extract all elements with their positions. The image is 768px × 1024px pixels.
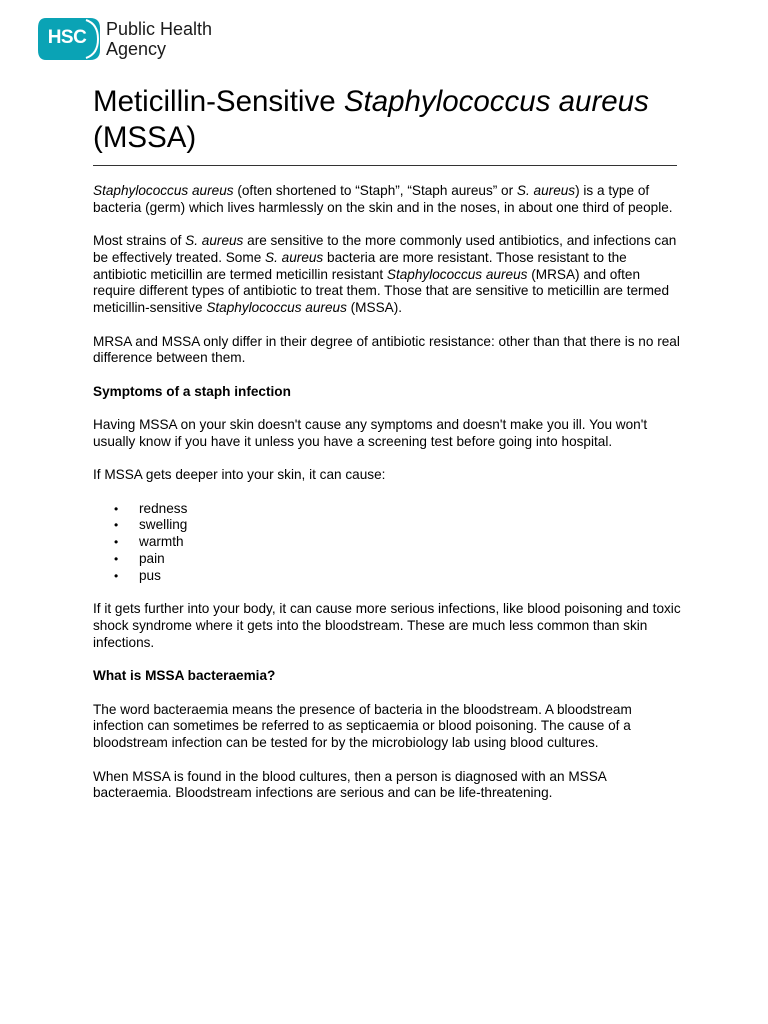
title-abbrev: (MSSA) — [93, 121, 197, 154]
italic-term: Staphylococcus aureus — [206, 300, 347, 316]
symptom-list — [93, 501, 683, 585]
text-run: are sensitive to the more commonly used antibiotics, and infections can be effectively treated. Some — [93, 233, 677, 265]
text-run: (MRSA) and often require different types of antibiotic to treat them. Those that are sensitive to meticillin are termed meticillin-sensitive — [93, 266, 670, 316]
bacteraemia-paragraph-1: The word bacteraemia means the presence of bacteria in the bloodstream. A bloodstream infection can sometimes be referred to as septicaemia or blood poisoning. The cause of a bloodstream infection can be tested for by the microbiology lab using blood cultures. — [93, 701, 632, 751]
symptoms-paragraph-3: If it gets further into your body, it can cause more serious infections, like blood poisoning and toxic shock syndrome where it gets into the bloodstream. These are much less common than skin infections. — [93, 601, 681, 650]
intro-paragraph-2 — [93, 233, 683, 317]
text-run: Most strains of — [93, 233, 186, 249]
list-item: • warmth — [93, 534, 683, 551]
title-underline — [93, 165, 677, 166]
intro-paragraph-3: MRSA and MSSA only differ in their degree of antibiotic resistance: other than that there is no real difference between them. — [93, 333, 680, 366]
list-item: • pain — [93, 551, 683, 568]
italic-term: Staphylococcus aureus — [386, 266, 528, 282]
org-name-line1: Public Health — [106, 19, 213, 39]
text-run: (MSSA). — [346, 300, 403, 316]
italic-term: S. aureus — [185, 233, 244, 249]
logo-abbreviation: HSC — [47, 27, 87, 48]
document-body — [93, 183, 683, 819]
list-item: • pus — [93, 568, 683, 585]
text-run: ) is a type of bacteria (germ) which lives harmlessly on the skin and in the noses, in about one third of people. — [93, 183, 673, 215]
title-text: Meticillin-Sensitive — [93, 85, 344, 118]
symptoms-heading: Symptoms of a staph infection — [93, 383, 291, 399]
text-run: (often shortened to “Staph”, “Staph aureus” or — [233, 183, 517, 198]
italic-term: S. aureus — [516, 183, 576, 198]
organisation-name — [106, 19, 212, 59]
page-header — [38, 16, 212, 62]
list-item: • swelling — [93, 517, 683, 534]
bacteraemia-paragraph-2: When MSSA is found in the blood cultures, then a person is diagnosed with an MSSA bacteraemia. Bloodstream infections are serious and can be life-threatening. — [93, 768, 607, 801]
italic-term: Staphylococcus aureus — [93, 183, 234, 198]
title-italic-name: Staphylococcus aureus — [343, 85, 649, 118]
symptoms-paragraph-2: If MSSA gets deeper into your skin, it can cause: — [93, 467, 386, 483]
intro-paragraph-1 — [93, 183, 683, 217]
italic-term: S. aureus — [265, 249, 324, 265]
page-title — [93, 84, 693, 156]
hsc-logo — [38, 16, 102, 62]
text-run: bacteria are more resistant. Those resistant to the antibiotic meticillin are termed meticillin resistant — [93, 249, 627, 282]
symptoms-paragraph-1: Having MSSA on your skin doesn't cause any symptoms and doesn't make you ill. You won't usually know if you have it unless you have a screening test before going into hospital. — [93, 417, 648, 450]
list-item: • redness — [93, 501, 683, 518]
bacteraemia-heading: What is MSSA bacteraemia? — [93, 668, 276, 684]
org-name-line2: Agency — [106, 39, 167, 59]
